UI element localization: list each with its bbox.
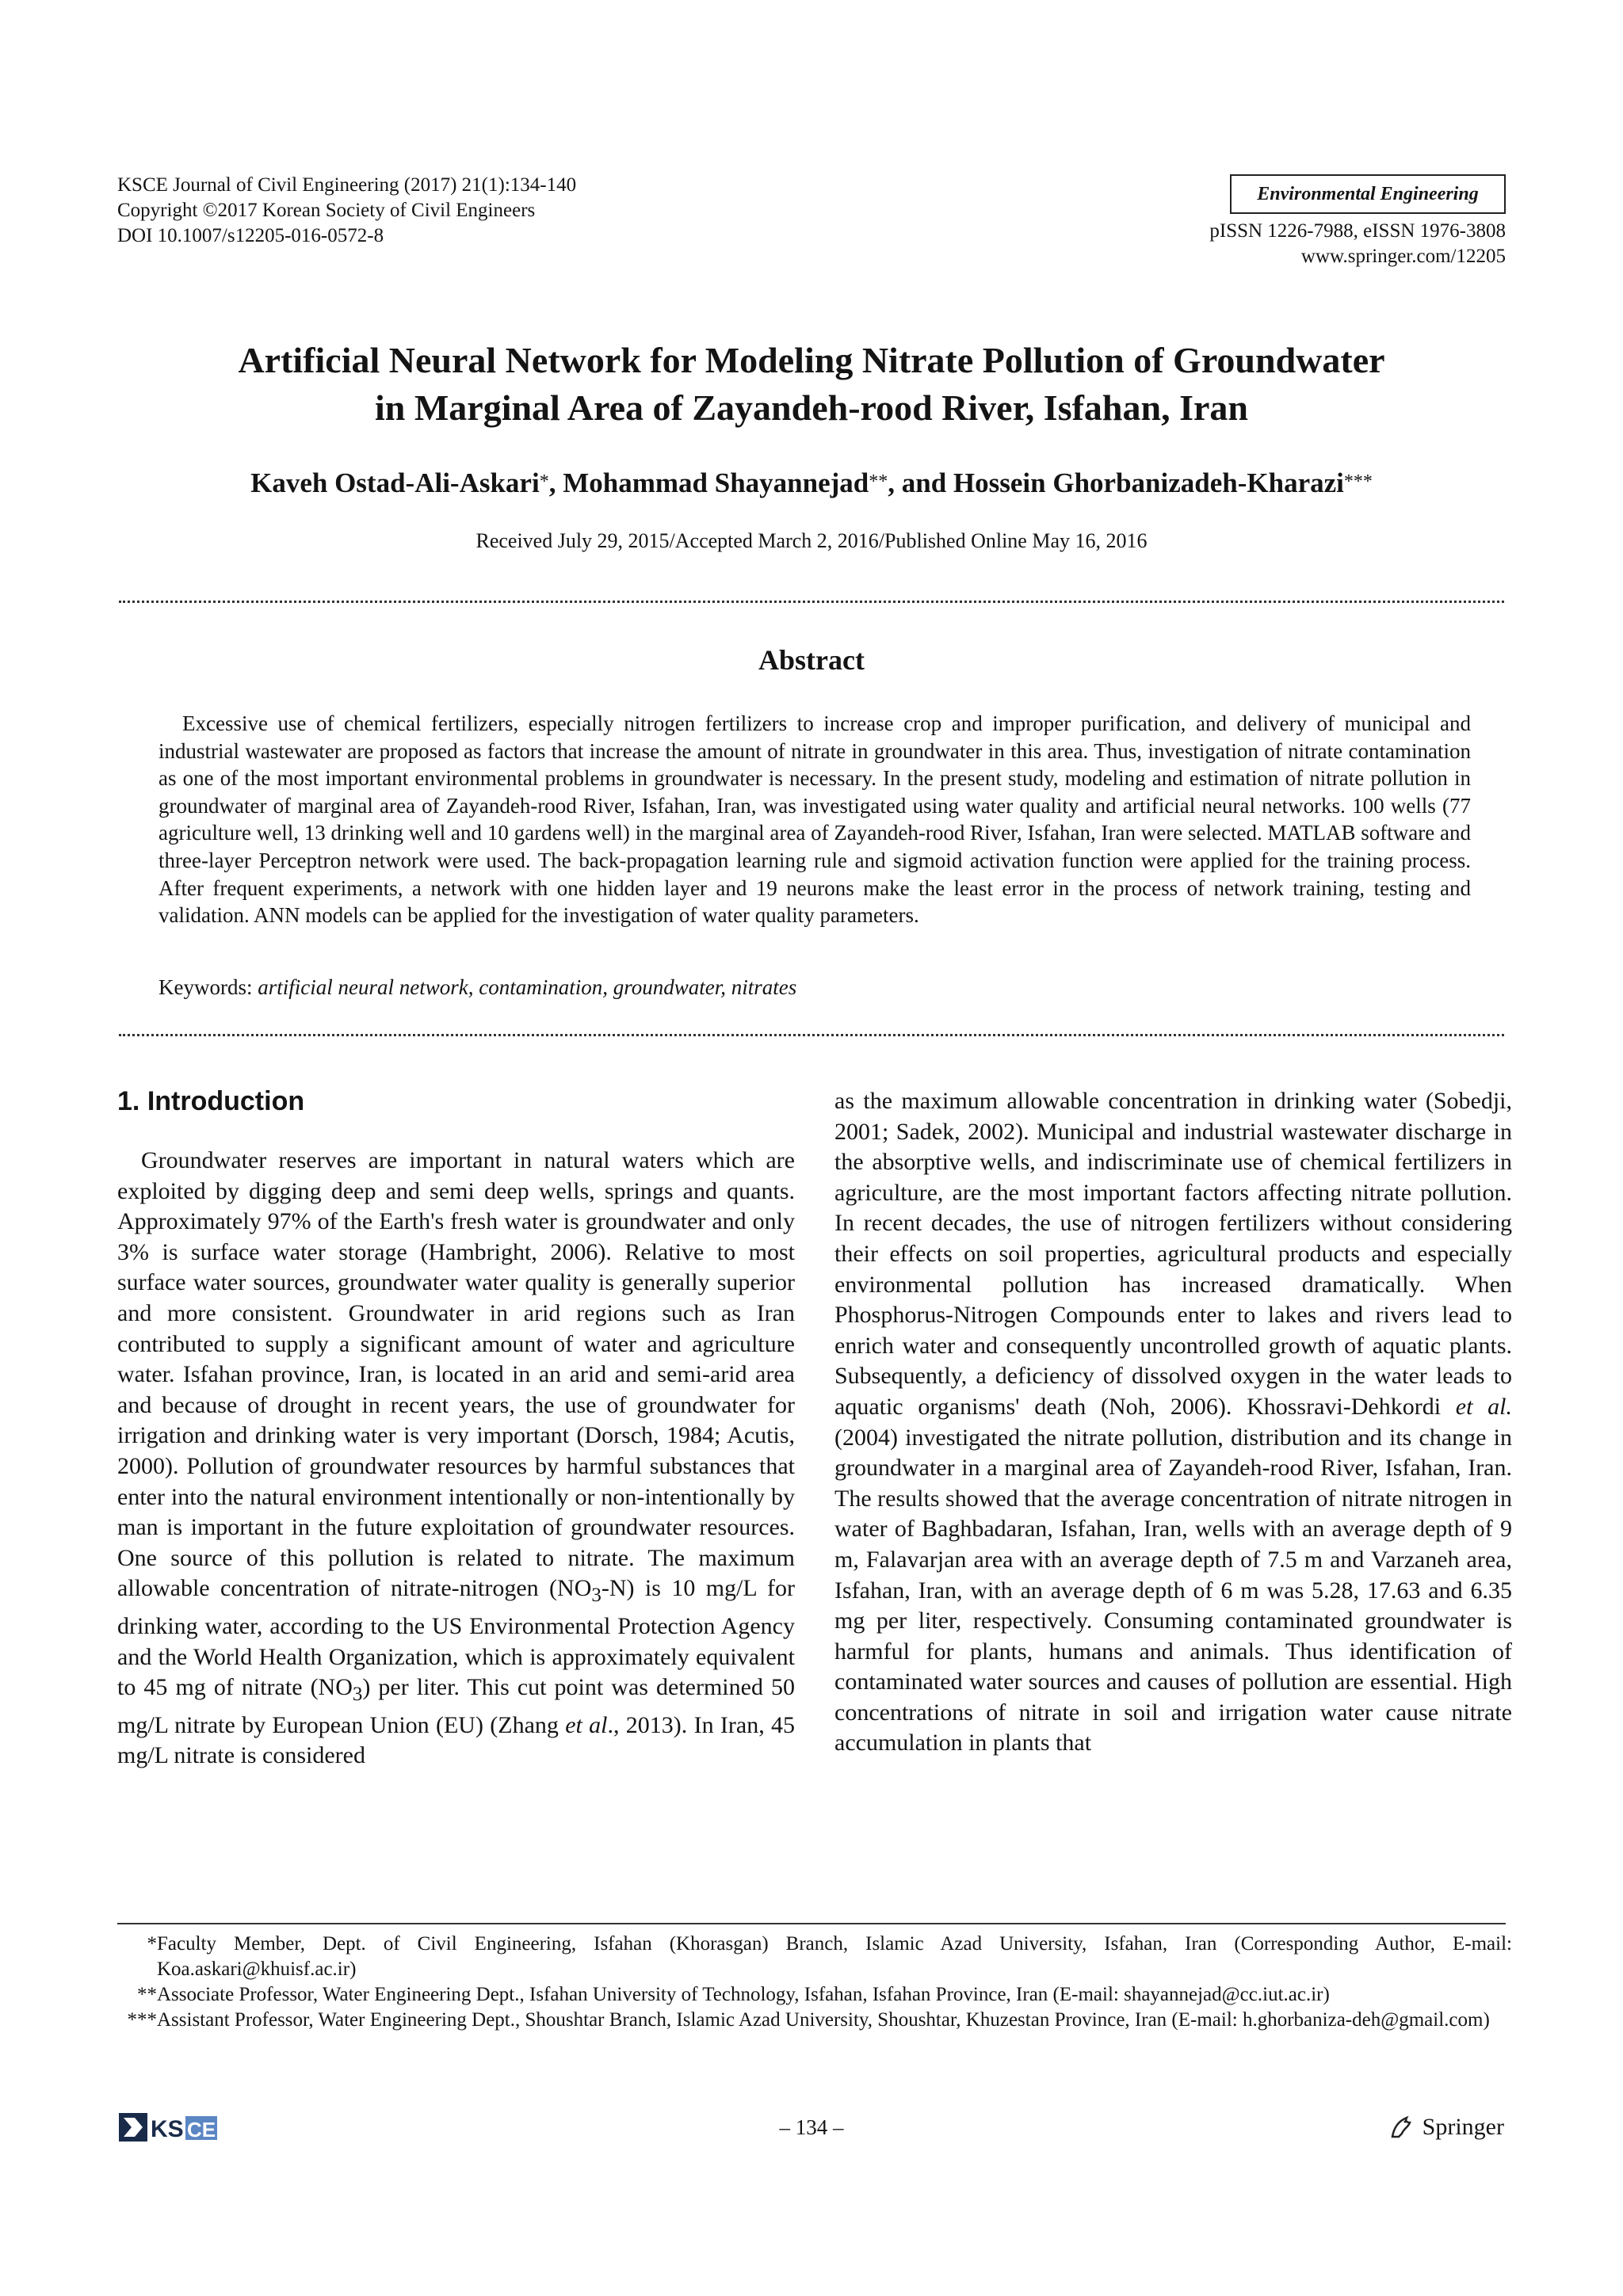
intro-text-c: ) per liter. This cut point was determined 50 mg/L nitrate by European Union (EU) (Zhang	[117, 1674, 795, 1738]
keywords-list: artificial neural network, contamination, groundwater, nitrates	[258, 975, 797, 999]
abstract-heading: Abstract	[758, 644, 865, 676]
bottom-dotted-rule	[119, 1034, 1504, 1036]
top-dotted-rule	[119, 601, 1504, 603]
footnote-1	[117, 1932, 1512, 1982]
paper-title	[117, 337, 1506, 432]
page-number: – 134 –	[779, 2115, 844, 2139]
url-line[interactable]: www.springer.com/12205	[1300, 246, 1506, 267]
subscript-3a: 3	[591, 1585, 601, 1607]
et-al-left: et al	[565, 1711, 608, 1738]
footnote-3-mark: ***	[127, 2009, 157, 2031]
left-column	[117, 1085, 795, 1772]
section-number: 1.	[117, 1086, 140, 1116]
svg-text:KS: KS	[151, 2116, 184, 2142]
author-2-mark: **	[869, 471, 888, 492]
subscript-3b: 3	[352, 1684, 363, 1706]
intro-text-e: as the maximum allowable concentration in drinking water (Sobedji, 2001; Sadek, 2002). Municipal and industrial wastewater discharge in the absorptive wells, and indiscriminate use of chemical fertilizers in agriculture, are the most important factors affecting nitrate pollution. In recent decades, the use of nitrogen fertilizers without considering their effects on soil properties, agricultural products and especially environmental pollution has increased dramatically. When Phosphorus-Nitrogen Compounds enter to lakes and rivers lead to enrich water and consequently uncontrolled growth of aquatic plants. Subsequently, a deficiency of dissolved oxygen in the water leads to aquatic organisms' death (Noh, 2006). Khossravi-Dehkordi	[834, 1088, 1512, 1420]
author-1: Kaveh Ostad-Ali-Askari	[250, 467, 540, 498]
title-line-2: in Marginal Area of Zayandeh-rood River, Isfahan, Iran	[375, 387, 1248, 428]
intro-paragraph-left	[117, 1146, 795, 1772]
intro-text-d: ., 2013). In Iran, 45 mg/L nitrate is considered	[117, 1711, 795, 1769]
author-3: and Hossein Ghorbanizadeh-Kharazi	[901, 467, 1344, 498]
issn-line: pISSN 1226-7988, eISSN 1976-3808	[1209, 220, 1506, 242]
footnote-2-text: Associate Professor, Water Engineering Dept., Isfahan University of Technology, Isfahan, Isfahan Province, Iran (E-mail: shayannejad@cc.iut.ac.ir)	[157, 1984, 1330, 2005]
svg-text:CE: CE	[187, 2118, 216, 2142]
section-heading	[117, 1085, 795, 1117]
footnote-3-text: Assistant Professor, Water Engineering Dept., Shoushtar Branch, Islamic Azad University, Shoushtar, Khuzestan Province, Iran (E-mail: h.ghorbaniza-deh@gmail.com)	[157, 2009, 1490, 2031]
intro-text-a: Groundwater reserves are important in natural waters which are exploited by digging deep and semi deep wells, springs and quants. Approximately 97% of the Earth's fresh water is groundwater and only 3% is surface water storage (Hambright, 2006). Relative to most surface water sources, groundwater water quality is generally superior and more consistent. Groundwater in arid regions such as Iran contributed to supply a significant amount of water and agriculture water. Isfahan province, Iran, is located in an arid and semi-arid area and because of drought in recent years, the use of groundwater for irrigation and drinking water is very important (Dorsch, 1984; Acutis, 2000). Pollution of groundwater resources by harmful substances that enter into the natural environment intentionally or non-intentionally by man is important in the future exploitation of groundwater resources. One source of this pollution is related to nitrate. The maximum allowable concentration of nitrate-nitrogen (NO	[117, 1147, 795, 1602]
section-title: Introduction	[147, 1086, 305, 1116]
springer-wordmark: Springer	[1422, 2114, 1504, 2140]
issn-info	[1209, 219, 1506, 269]
intro-text-f: (2004) investigated the nitrate pollution, distribution and its change in groundwater in a marginal area of Zayandeh-rood River, Isfahan, Iran. The results showed that the average concentration of nitrate nitrogen in water of Baghbadaran, Isfahan, Iran, wells with an average depth of 9 m, Falavarjan area with an average depth of 7.5 m and Varzaneh area, Isfahan, Iran, with an average depth of 6 m was 5.28, 17.63 and 6.35 mg per liter, respectively. Consuming contaminated groundwater is harmful for plants, humans and animals. Thus identification of contaminated water sources and causes of pollution are essential. High concentrations of nitrate in soil and irrigation water cause nitrate accumulation in plants that	[834, 1424, 1512, 1756]
journal-info	[117, 173, 576, 249]
intro-text-b: -N) is 10 mg/L for drinking water, according to the US Environmental Protection Agency and the World Health Organization, which is approximately equivalent to 45 mg of nitrate (NO	[117, 1575, 795, 1701]
abstract-text: Excessive use of chemical fertilizers, especially nitrogen fertilizers to increase crop and improper purification, and delivery of municipal and industrial wastewater are proposed as factors that increase the amount of nitrate in groundwater in this area. Thus, investigation of nitrate contamination as one of the most important environmental problems in groundwater is necessary. In the present study, modeling and estimation of nitrate pollution in groundwater of marginal area of Zayandeh-rood River, Isfahan, Iran, was investigated using water quality and artificial neural networks. 100 wells (77 agriculture well, 13 drinking well and 10 gardens well) in the marginal area of Zayandeh-rood River, Isfahan, Iran were selected. MATLAB software and three-layer Perceptron network were used. The back-propagation learning rule and sigmoid activation function were applied for the training process. After frequent experiments, a network with one hidden layer and 19 neurons make the least error in the process of network training, testing and validation. ANN models can be applied for the investigation of water quality parameters.	[158, 711, 1471, 928]
springer-horse-icon	[1388, 2113, 1416, 2142]
footnote-1-text: Faculty Member, Dept. of Civil Engineering, Isfahan (Khorasgan) Branch, Islamic Azad University, Isfahan, Iran (Corresponding Author, E-mail: Koa.askari@khuisf.ac.ir)	[157, 1933, 1512, 1980]
doi-line: DOI 10.1007/s12205-016-0572-8	[117, 225, 384, 246]
footnote-1-mark: *	[147, 1933, 157, 1955]
author-1-mark: *	[539, 471, 549, 492]
right-column	[834, 1086, 1512, 1759]
journal-line: KSCE Journal of Civil Engineering (2017) 21(1):134-140	[117, 174, 577, 196]
author-list: Kaveh Ostad-Ali-Askari*, Mohammad Shayannejad**, and Hossein Ghorbanizadeh-Kharazi***	[250, 467, 1373, 498]
keywords-label: Keywords:	[158, 975, 253, 999]
author-2: Mohammad Shayannejad	[563, 467, 869, 498]
received-dates: Received July 29, 2015/Accepted March 2, 2016/Published Online May 16, 2016	[475, 529, 1148, 552]
copyright-line: Copyright ©2017 Korean Society of Civil Engineers	[117, 200, 536, 221]
keywords	[158, 974, 1471, 1001]
footnotes	[117, 1932, 1512, 2033]
footnote-3	[117, 2008, 1512, 2033]
footnote-2	[117, 1982, 1512, 2008]
category-label: Environmental Engineering	[1257, 183, 1479, 204]
category-box	[1230, 174, 1506, 214]
footnote-rule	[117, 1923, 1506, 1924]
intro-paragraph-right	[834, 1086, 1512, 1759]
author-3-mark: ***	[1343, 471, 1373, 492]
springer-logo	[1388, 2111, 1504, 2143]
footnote-2-mark: **	[137, 1984, 157, 2005]
et-al-right: et al.	[1455, 1393, 1512, 1420]
title-line-1: Artificial Neural Network for Modeling Nitrate Pollution of Groundwater	[238, 340, 1385, 380]
